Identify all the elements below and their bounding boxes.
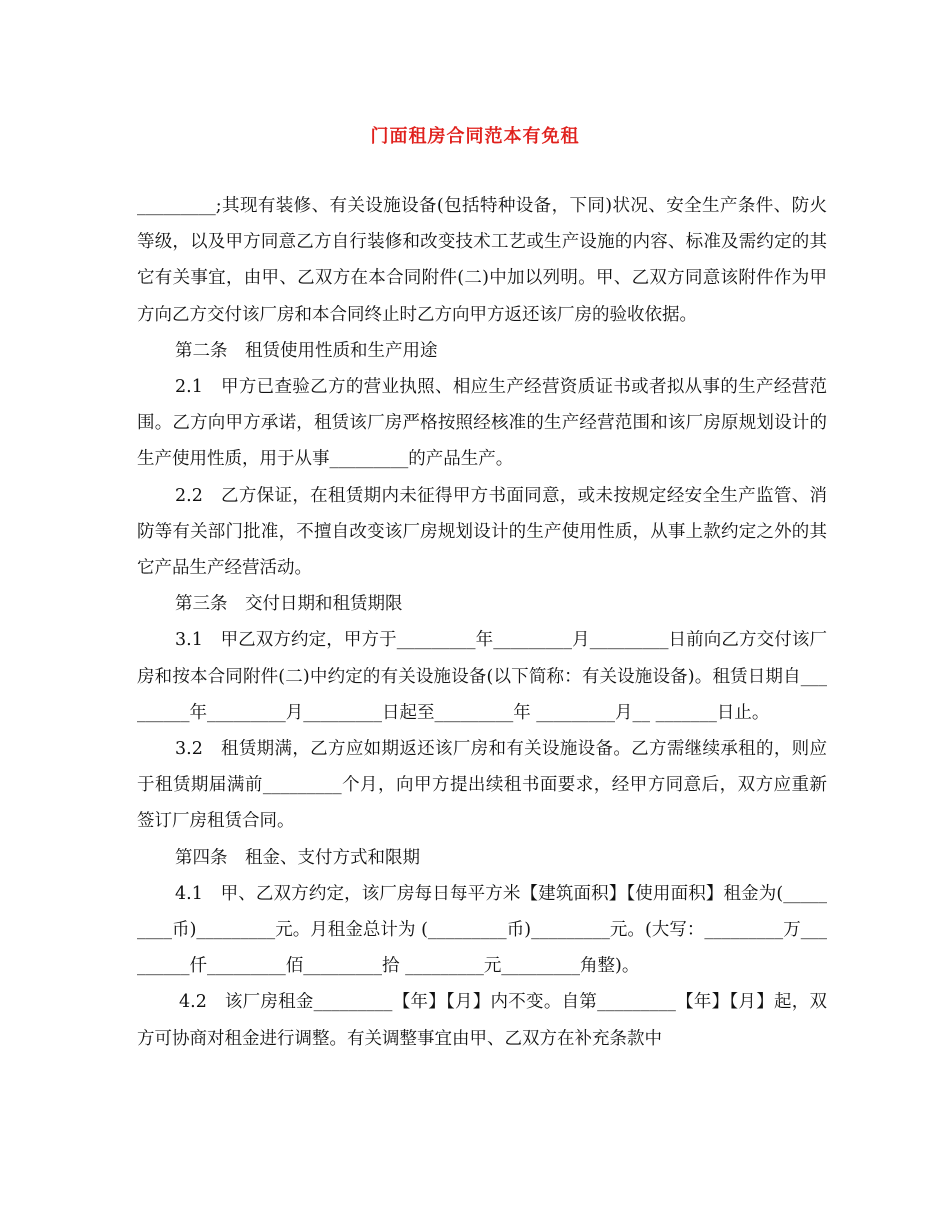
paragraph-2-2: 2.2 乙方保证，在租赁期内未征得甲方书面同意，或未按规定经安全生产监管、消防等有关部门批准，不擅自改变该厂房规划设计的生产使用性质，从事上款约定之外的其它产品生产经营活动。 xyxy=(137,485,827,579)
paragraph-2-1: 2.1 甲方已查验乙方的营业执照、相应生产经营资质证书或者拟从事的生产经营范围。乙方向甲方承诺，租赁该厂房严格按照经核准的生产经营范围和该厂房原规划设计的生产使用性质，用于从事_________的产品生产。 xyxy=(137,377,827,470)
paragraph-facilities-description: _________;其现有装修、有关设施设备(包括特种设备，下同)状况、安全生产条件、防火等级，以及甲方同意乙方自行装修和改变技术工艺或生产设施的内容、标准及需约定的其它有关事宜，由甲、乙双方在本合同附件(二)中加以列明。甲、乙双方同意该附件作为甲方向乙方交付该厂房和本合同终止时乙方向甲方返还该厂房的验收依据。 xyxy=(137,196,827,325)
paragraph-4-1: 4.1 甲、乙双方约定，该厂房每日每平方米【建筑面积】【使用面积】租金为(_________币)_________元。月租金总计为 (_________币)_________元。(大写：_________万_________仟_________佰_________拾 _________元_________角整)。 xyxy=(137,883,827,977)
heading-article-2: 第二条 租赁使用性质和生产用途 xyxy=(175,340,438,361)
heading-article-4: 第四条 租金、支付方式和限期 xyxy=(175,847,420,868)
paragraph-4-2: 4.2 该厂房租金_________【年】【月】内不变。自第_________【年】【月】起，双方可协商对租金进行调整。有关调整事宜由甲、乙双方在补充条款中 xyxy=(137,992,827,1049)
paragraph-3-1: 3.1 甲乙双方约定，甲方于_________年_________月_________日前向乙方交付该厂房和按本合同附件(二)中约定的有关设施设备(以下简称：有关设施设备)。租赁日期自_________年_________月_________日起至_________年 _________月__ _______日止。 xyxy=(137,630,827,723)
document-body xyxy=(137,188,827,1057)
heading-article-3: 第三条 交付日期和租赁期限 xyxy=(175,594,403,615)
document-title: 门面租房合同范本有免租 xyxy=(370,126,580,147)
paragraph-3-2: 3.2 租赁期满，乙方应如期返还该厂房和有关设施设备。乙方需继续承租的，则应于租赁期届满前_________个月，向甲方提出续租书面要求，经甲方同意后，双方应重新签订厂房租赁合同。 xyxy=(137,739,827,832)
